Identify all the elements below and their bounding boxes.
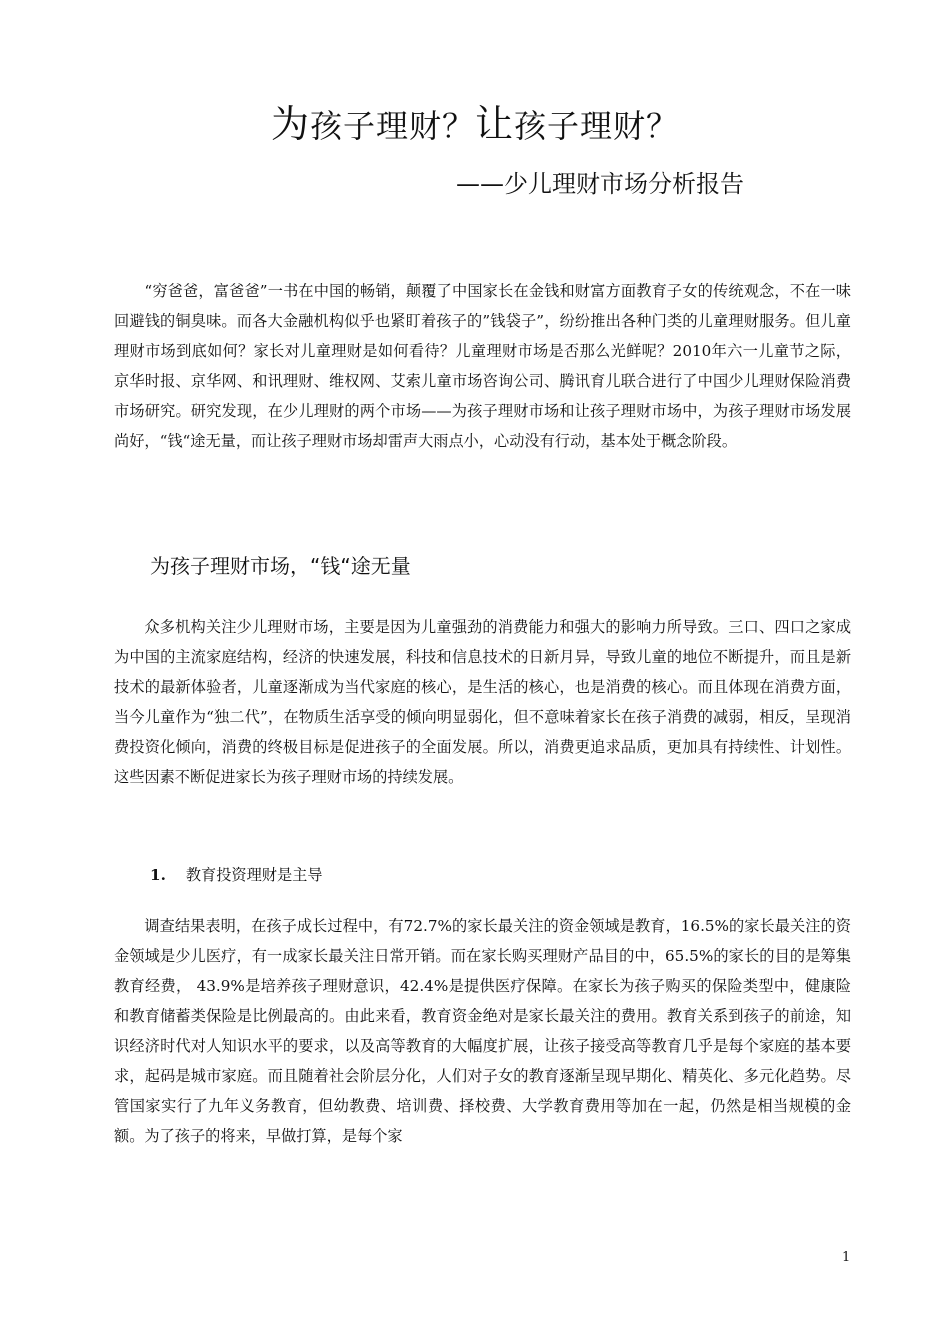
title-part-1: 孩子理财？ <box>309 107 475 145</box>
page-number: 1 <box>842 1250 851 1265</box>
section-heading: 为孩子理财市场，“钱“途无量 <box>150 554 411 578</box>
subsection-heading <box>150 861 323 889</box>
subsection-number: 1. <box>150 866 166 884</box>
document-subtitle: ——少儿理财市场分析报告 <box>456 170 744 198</box>
section-paragraph: 众多机构关注少儿理财市场，主要是因为儿童强劲的消费能力和强大的影响力所导致。三口、四口之家成为中国的主流家庭结构，经济的快速发展，科技和信息技术的日新月异，导致儿童的地位不断提升，而且是新技术的最新体验者，儿童逐渐成为当代家庭的核心，是生活的核心，也是消费的核心。而且体现在消费方面，当今儿童作为“独二代”，在物质生活享受的倾向明显弱化，但不意味着家长在孩子消费的减弱，相反，呈现消费投资化倾向，消费的终极目标是促进孩子的全面发展。所以，消费更追求品质，更加具有持续性、计划性。这些因素不断促进家长为孩子理财市场的持续发展。 <box>114 618 851 786</box>
title-part-2: 孩子理财？ <box>514 107 680 145</box>
subsection-title: 教育投资理财是主导 <box>185 866 323 884</box>
title-char-1: 为 <box>270 102 310 146</box>
intro-paragraph: “穷爸爸，富爸爸”一书在中国的畅销，颠覆了中国家长在金钱和财富方面教育子女的传统观念，不在一味回避钱的铜臭味。而各大金融机构似乎也紧盯着孩子的”钱袋子”，纷纷推出各种门类的儿童理财服务。但儿童理财市场到底如何？家长对儿童理财是如何看待？儿童理财市场是否那么光鲜呢？2010年六一儿童节之际，京华时报、京华网、和讯理财、维权网、艾索儿童市场咨询公司、腾讯育儿联合进行了中国少儿理财保险消费市场研究。研究发现，在少儿理财的两个市场——为孩子理财市场和让孩子理财市场中，为孩子理财市场发展尚好，“钱“途无量，而让孩子理财市场却雷声大雨点小，心动没有行动，基本处于概念阶段。 <box>114 282 851 450</box>
title-char-2: 让 <box>475 102 515 146</box>
subsection-paragraph: 调查结果表明，在孩子成长过程中，有72.7%的家长最关注的资金领域是教育，16.5%的家长最关注的资金领域是少儿医疗，有一成家长最关注日常开销。而在家长购买理财产品目的中，65.5%的家长的目的是筹集教育经费， 43.9%是培养孩子理财意识，42.4%是提供医疗保障。在家长为孩子购买的保险类型中，健康险和教育储蓄类保险是比例最高的。由此来看，教育资金绝对是家长最关注的费用。教育关系到孩子的前途，知识经济时代对人知识水平的要求，以及高等教育的大幅度扩展，让孩子接受高等教育几乎是每个家庭的基本要求，起码是城市家庭。而且随着社会阶层分化，人们对子女的教育逐渐呈现早期化、精英化、多元化趋势。尽管国家实行了九年义务教育，但幼教费、培训费、择校费、大学教育费用等加在一起，仍然是相当规模的金额。为了孩子的将来，早做打算，是每个家 <box>114 917 851 1145</box>
document-title <box>0 100 950 150</box>
